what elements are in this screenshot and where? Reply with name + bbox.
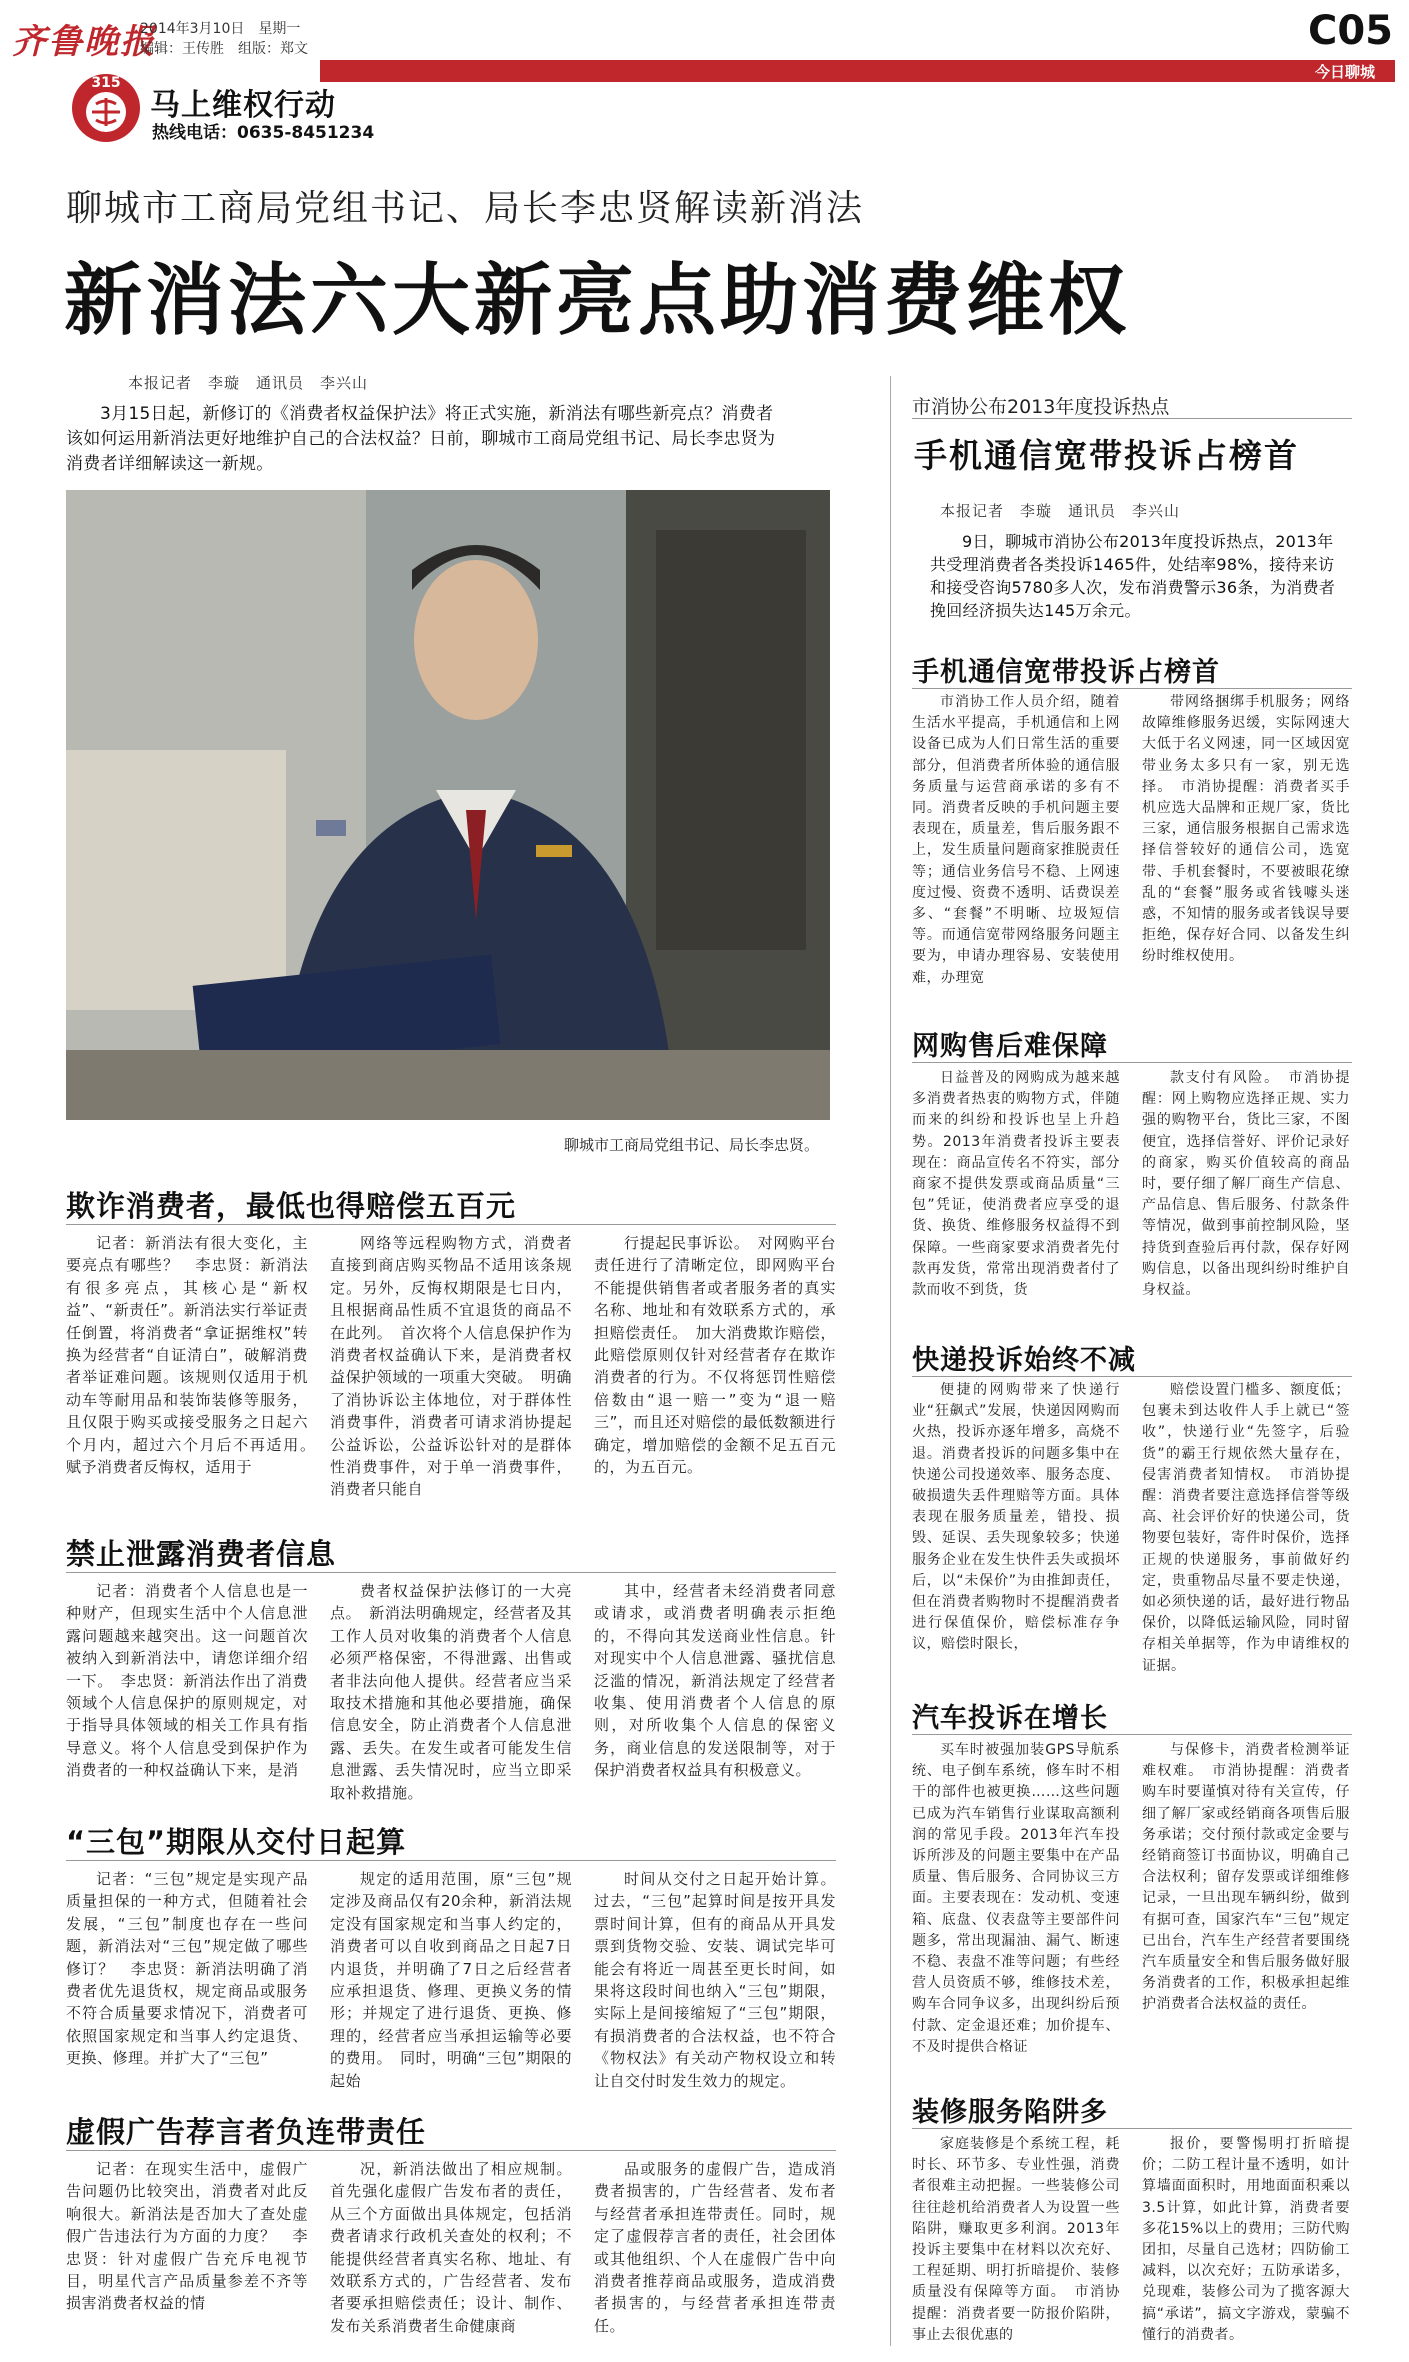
body-column: 网络等远程购物方式，消费者直接到商店购买物品不适用该条规定。另外，反悔权期限是七日内，且根据商品性质不宜退货的商品不在此列。 首次将个人信息保护作为消费者权益确认下来，是消费者权益保护领域的一项重大突破。 明确了消协诉讼主体地位，对于群体性消费事件，消费者可请求消协提起公益诉讼，公益诉讼针对的是群体性消费事件，对于单一消费事件，消费者只能自 [330,1234,572,1499]
sidebar-section-title: 汽车投诉在增长 [912,1703,1108,1734]
sidebar-lead: 9日，聊城市消协公布2013年度投诉热点，2013年共受理消费者各类投诉1465件，处结率98%，接待来访和接受咨询5780多人次，发布消费警示36条，为消费者挽回经济损失达145万余元。 [930,532,1336,620]
sidebar-body-column: 便捷的网购带来了快递行业“狂飙式”发展，快递因网购而火热，投诉亦逐年增多，高烧不退。消费者投诉的问题多集中在快递公司投递效率、服务态度、破损遗失丢件理赔等方面。具体表现在服务质量差，错投、损毁、延误、丢失现象较多；快递服务企业在发生快件丢失或损坏后，以“未保价”为由推卸责任，但在消费者购物时不提醒消费者进行保值保价，赔偿标准存争议，赔偿时限长， [912,1382,1120,1653]
headline: 新消法六大新亮点助消费维权 [64,256,1131,346]
sidebar-section-title: 装修服务陷阱多 [912,2097,1108,2128]
section-title: “三包”期限从交付日起算 [66,1825,407,1859]
sidebar-section-title: 手机通信宽带投诉占榜首 [912,657,1220,688]
sidebar-kicker: 市消协公布2013年度投诉热点 [912,396,1170,418]
body-column: 时间从交付之日起开始计算。过去，“三包”起算时间是按开具发票时间计算，但有的商品从开具发票到货物交验、安装、调试完毕可能会有将近一周甚至更长时间，如果将这段时间也纳入“三包”期限，实际上是间接缩短了“三包”期限，有损消费者的合法权益，也不符合《物权法》有关动产物权设立和转让自交付时发生效力的规定。 [594,1870,836,2090]
body-column: 记者：消费者个人信息也是一种财产，但现实生活中个人信息泄露问题越来越突出。这一问题首次被纳入到新消法中，请您详细介绍一下。 李忠贤：新消法作出了消费领域个人信息保护的原则规定，对于指导具体领域的相关工作具有指导意义。将个人信息受到保护作为消费者的一种权益确认下来，是消 [66,1582,308,1780]
sidebar-body-column: 家庭装修是个系统工程，耗时长、环节多、专业性强，消费者很难主动把握。一些装修公司往往趁机给消费者人为设置一些陷阱，赚取更多利润。2013年投诉主要集中在材料以次充好、工程延期、明打折暗提价、装修质量没有保障等方面。 市消协提醒：消费者要一防报价陷阱，事止去很优惠的 [912,2136,1120,2343]
logo-315-icon [72,74,140,142]
section-title: 虚假广告荐言者负连带责任 [66,2115,427,2149]
byline: 本报记者 李璇 通讯员 李兴山 [128,374,369,392]
body-column: 品或服务的虚假广告，造成消费者损害的，广告经营者、发布者与经营者承担连带责任。同时，规定了虚假荐言者的责任，社会团体或其他组织、个人在虚假广告中向消费者推荐商品或服务，造成消费者损害的，与经营者承担连带责任。 [594,2160,836,2335]
sidebar-section-rule [912,1062,1352,1063]
column-divider [890,376,891,2346]
sidebar-section-rule [912,1376,1352,1377]
editors-line: 编辑：王传胜 组版：郑文 [140,41,308,57]
portrait-photo [66,490,830,1120]
masthead [0,0,1409,150]
photo-caption: 聊城市工商局党组书记、局长李忠贤。 [564,1136,820,1154]
sidebar-headline: 手机通信宽带投诉占榜首 [914,436,1299,475]
section-rule [66,1224,836,1225]
sidebar-body-column: 款支付有风险。 市消协提醒：网上购物应选择正规、实力强的购物平台，货比三家，不图便宜，选择信誉好、评价记录好的商家，购买价值较高的商品时，要仔细了解厂商生产信息、产品信息、售后服务、付款条件等情况，做到事前控制风险，坚持货到查验后再付款，保存好网购信息，以备出现纠纷时维护自身权益。 [1142,1070,1350,1299]
masthead-red-rule [320,60,1395,82]
date-line: 2014年3月10日 星期一 [140,21,301,37]
hotline: 热线电话：0635-8451234 [152,123,375,143]
kicker: 聊城市工商局党组书记、局长李忠贤解读新消法 [66,188,865,229]
sidebar-rule [912,418,1352,419]
column-name: 马上维权行动 [150,88,336,123]
sidebar-body-column: 带网络捆绑手机服务；网络故障维修服务迟缓，实际网速大大低于名义网速，同一区域因宽带业务太多只有一家，别无选择。 市消协提醒：消费者买手机应选大品牌和正规厂家，货比三家，通信服务根据自己需求选择信誉较好的通信公司，选宽带、手机套餐时，不要被眼花缭乱的“套餐”服务或省钱噱头迷惑，不知情的服务或者钱误导要拒绝，保存好合同、以备发生纠纷时维权使用。 [1142,694,1350,965]
page-number: C05 [1307,8,1393,54]
section-rule [66,2150,836,2151]
section-title: 欺诈消费者，最低也得赔偿五百元 [66,1189,517,1223]
paper-name-logo: 齐鲁晚报 [12,22,156,62]
body-column: 记者：在现实生活中，虚假广告问题仍比较突出，消费者对此反响很大。新消法是否加大了查处虚假广告违法行为方面的力度？ 李忠贤：针对虚假广告充斥电视节目，明星代言产品质量参差不齐等损害消费者权益的情 [66,2160,308,2313]
body-column: 记者：新消法有很大变化，主要亮点有哪些？ 李忠贤：新消法有很多亮点，其核心是“新权益”、“新责任”。新消法实行举证责任倒置，将消费者“拿证据维权”转换为经营者“自证清白”，破解消费者举证难问题。该规则仅适用于机动车等耐用品和装饰装修等服务，且仅限于购买或接受服务之日起六个月内，超过六个月后不再适用。 赋予消费者反悔权，适用于 [66,1234,324,1477]
body-column: 况，新消法做出了相应规制。首先强化虚假广告发布者的责任，从三个方面做出具体规定，包括消费者请求行政机关查处的权利；不能提供经营者真实名称、地址、有效联系方式的，广告经营者、发布者要承担赔偿责任；设计、制作、发布关系消费者生命健康商 [330,2160,572,2335]
sidebar-section-title: 网购售后难保障 [912,1031,1108,1062]
body-column: 费者权益保护法修订的一大亮点。 新消法明确规定，经营者及其工作人员对收集的消费者个人信息必须严格保密，不得泄露、出售或者非法向他人提供。经营者应当采取技术措施和其他必要措施，确保信息安全，防止消费者个人信息泄露、丢失。在发生或者可能发生信息泄露、丢失情况时，应当立即采取补救措施。 [330,1582,572,1802]
sidebar-body-column: 市消协工作人员介绍，随着生活水平提高，手机通信和上网设备已成为人们日常生活的重要部分，但消费者所体验的通信服务质量与运营商承诺的多有不同。消费者反映的手机问题主要表现在，质量差，售后服务跟不上，发生质量问题商家推脱责任等；通信业务信号不稳、上网速度过慢、资费不透明、话费误差多、“套餐”不明晰、垃圾短信等。而通信宽带网络服务问题主要为，申请办理容易、安装使用难，办理宽 [912,694,1120,986]
sidebar-section-rule [912,1734,1352,1735]
body-column: 规定的适用范围，原“三包”规定涉及商品仅有20余种，新消法规定没有国家规定和当事人约定的，消费者可以自收到商品之日起7日内退货，并明确了7日之后经营者应承担退货、修理、更换义务的情形；并规定了进行退货、更换、修理的，经营者应当承担运输等必要的费用。 同时，明确“三包”期限的起始 [330,1870,572,2090]
sidebar-body-column: 报价，要警惕明打折暗提价；二防工程计量不透明，如计算墙面面积时，用地面面积乘以3.5计算，如此计算，消费者要多花15%以上的费用；三防代购团扣，尽量自己选材；四防偷工减料，以次充好；五防承诺多，兑现难，装修公司为了揽客源大搞“承诺”，搞文字游戏，蒙骗不懂行的消费者。 [1142,2136,1350,2343]
section-name: 今日聊城 [1314,63,1375,81]
logo-315-text: 315 [91,75,121,91]
sidebar-byline: 本报记者 李璇 通讯员 李兴山 [940,502,1181,520]
body-column: 记者：“三包”规定是实现产品质量担保的一种方式，但随着社会发展，“三包”制度也存在一些问题，新消法对“三包”规定做了哪些修订？ 李忠贤：新消法明确了消费者优先退货权，规定商品或服务不符合质量要求情况下，消费者可依照国家规定和当事人约定退货、更换、修理。并扩大了“三包” [66,1870,308,2068]
sidebar-body-column: 买车时被强加装GPS导航系统、电子倒车系统，修车时不相干的部件也被更换……这些问题已成为汽车销售行业谋取高额利润的常见手段。2013年汽车投诉所涉及的问题主要集中在产品质量、售后服务、合同协议三方面。主要表现在：发动机、变速箱、底盘、仪表盘等主要部件问题多，常出现漏油、漏气、断速不稳、表盘不准等问题；有些经营人员资质不够，维修技术差，购车合同争议多，出现纠纷后预付款、定金退还难；加价提车、不及时提供合格证 [912,1742,1120,2055]
body-column: 其中，经营者未经消费者同意或请求，或消费者明确表示拒绝的，不得向其发送商业性信息。针对现实中个人信息泄露、骚扰信息泛滥的情况，新消法规定了经营者收集、使用消费者个人信息的原则，对所收集个人信息的保密义务，商业信息的发送限制等，对于保护消费者权益具有积极意义。 [594,1582,836,1780]
sidebar-section-title: 快递投诉始终不减 [912,1345,1136,1376]
section-title: 禁止泄露消费者信息 [66,1537,337,1571]
lead: 3月15日起，新修订的《消费者权益保护法》将正式实施，新消法有哪些新亮点？消费者该如何运用新消法更好地维护自己的合法权益？日前，聊城市工商局党组书记、局长李忠贤为消费者详细解读这一新规。 [66,404,776,474]
body-column: 行提起民事诉讼。 对网购平台责任进行了清晰定位，即网购平台不能提供销售者或者服务者的真实名称、地址和有效联系方式的，承担赔偿责任。 加大消费欺诈赔偿，此赔偿原则仅针对经营者存在欺诈消费者的行为。不仅将惩罚性赔偿倍数由“退一赔一”变为“退一赔三”，而且还对赔偿的最低数额进行确定，增加赔偿的金额不足五百元的，为五百元。 [594,1234,836,1477]
sidebar-body-column: 与保修卡，消费者检测举证难权难。 市消协提醒：消费者购车时要谨慎对待有关宣传，仔细了解厂家或经销商各项售后服务承诺；交付预付款或定金要与经销商签订书面协议，明确自己合法权利；留存发票或详细维修记录，一旦出现车辆纠纷，做到有据可查，国家汽车“三包”规定已出台，汽车生产经营者要围绕汽车质量安全和售后服务做好服务消费者的工作，积极承担起维护消费者合法权益的责任。 [1142,1742,1350,2013]
section-rule [66,1860,836,1861]
sidebar-section-rule [912,2128,1352,2129]
sidebar-section-rule [912,688,1352,689]
section-rule [66,1572,836,1573]
sidebar-body-column: 日益普及的网购成为越来越多消费者热衷的购物方式，伴随而来的纠纷和投诉也呈上升趋势。2013年消费者投诉主要表现在：商品宣传名不符实，部分商家不提供发票或商品质量“三包”凭证，使消费者应享受的退货、换货、维修服务权益得不到保障。一些商家要求消费者先付款再发货，常常出现消费者付了款而收不到货，货 [912,1070,1120,1299]
sidebar-body-column: 赔偿设置门槛多、额度低；包裹未到达收件人手上就已“签收”，快递行业“先签字，后验货”的霸王行规依然大量存在，侵害消费者知情权。 市消协提醒：消费者要注意选择信誉等级高、社会评价好的快递公司，货物要包装好，寄件时保价，选择正规的快递服务，事前做好约定，贵重物品尽量不要走快递，如必须快递的话，最好进行物品保价，以降低运输风险，同时留存相关单据等，作为申请维权的证据。 [1142,1382,1350,1674]
